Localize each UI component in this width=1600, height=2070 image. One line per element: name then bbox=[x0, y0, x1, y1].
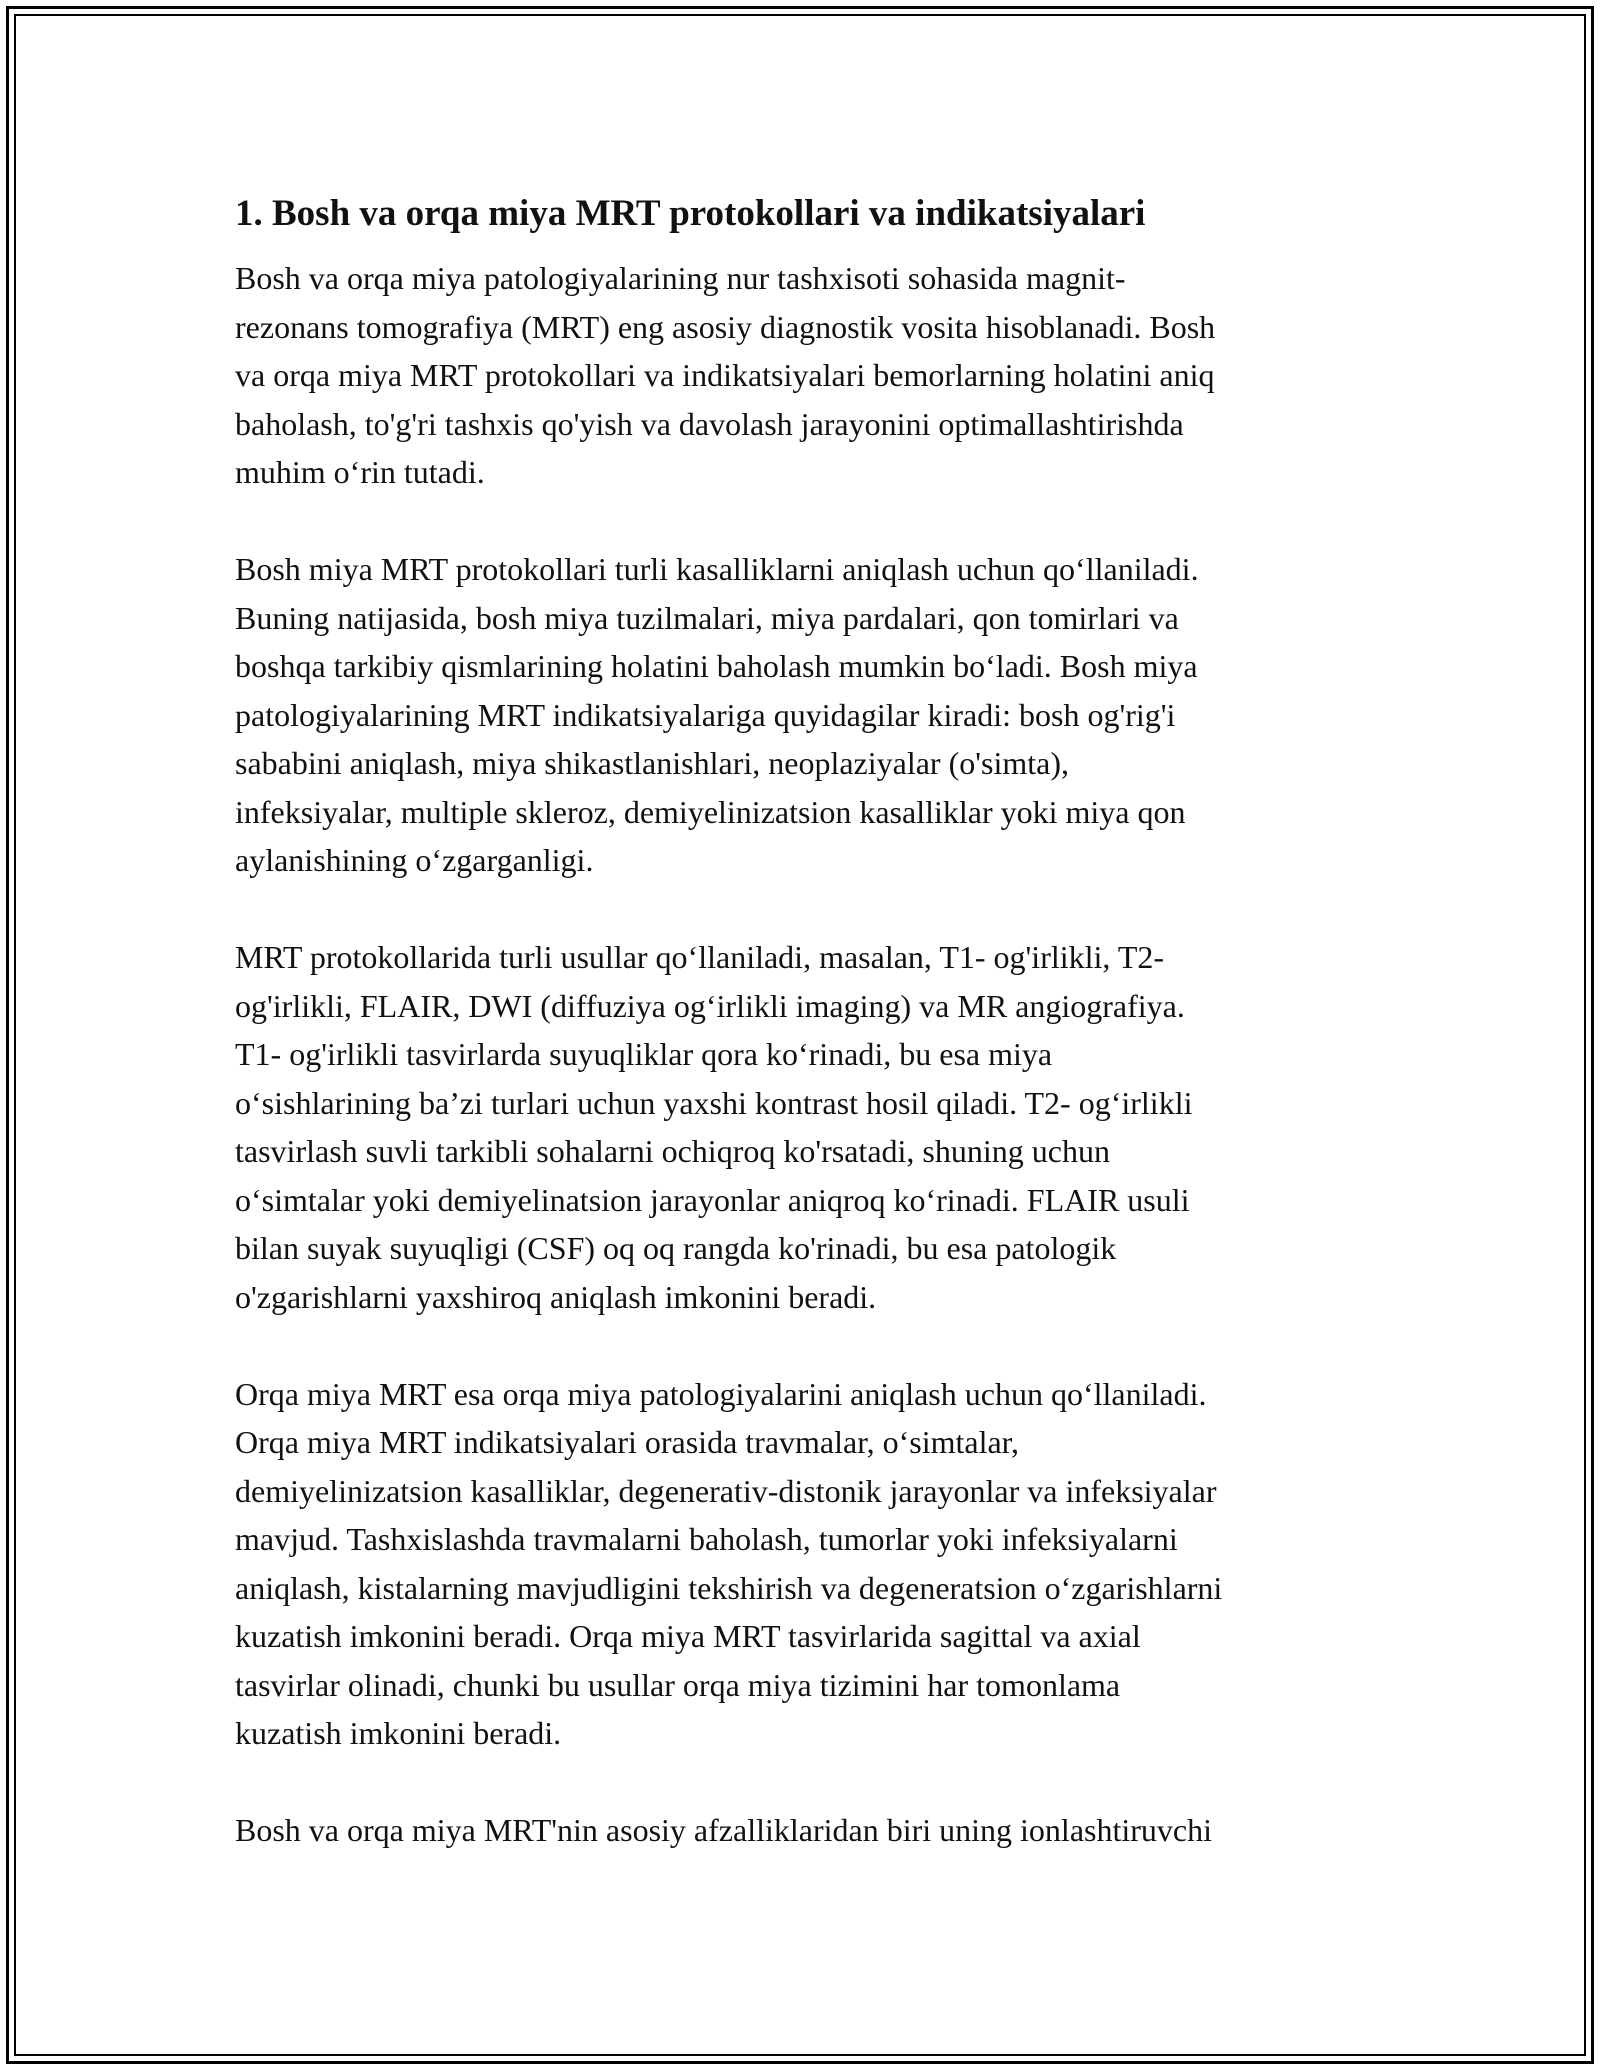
text-line: Orqa miya MRT esa orqa miya patologiyalarini aniqlash uchun qoʻllaniladi. bbox=[235, 1375, 1207, 1412]
text-line: oʻsishlarining baʼzi turlari uchun yaxshi kontrast hosil qiladi. T2- ogʻirlikli bbox=[235, 1084, 1193, 1121]
text-line: infeksiyalar, multiple skleroz, demiyelinizatsion kasalliklar yoki miya qon bbox=[235, 793, 1186, 830]
text-line: tasvirlar olinadi, chunki bu usullar orqa miya tizimini har tomonlama bbox=[235, 1666, 1121, 1703]
text-line: bilan suyak suyuqligi (CSF) oq oq rangda ko'rinadi, bu esa patologik bbox=[235, 1230, 1117, 1266]
text-line: sababini aniqlash, miya shikastlanishlari, neoplaziyalar (o'simta), bbox=[235, 745, 1069, 781]
text-line: Orqa miya MRT indikatsiyalari orasida travmalar, oʻsimtalar, bbox=[235, 1424, 1020, 1460]
text-line: tasvirlash suvli tarkibli sohalarni ochiqroq ko'rsatadi, shuning uchun bbox=[235, 1133, 1110, 1169]
text-line: aniqlash, kistalarning mavjudligini tekshirish va degeneratsion oʻzgarishlarni bbox=[235, 1569, 1223, 1606]
paragraph-spine-mri bbox=[235, 1370, 1375, 1758]
text-line: kuzatish imkonini beradi. bbox=[235, 1715, 562, 1751]
paragraph-intro bbox=[235, 254, 1375, 497]
paragraph-mri-protocols bbox=[235, 933, 1375, 1321]
section-heading: 1. Bosh va orqa miya MRT protokollari va indikatsiyalari bbox=[235, 193, 1146, 234]
text-line: muhim oʻrin tutadi. bbox=[235, 454, 485, 490]
document-body bbox=[235, 186, 1375, 1855]
text-line: MRT protokollarida turli usullar qoʻllaniladi, masalan, T1- og'irlikli, T2- bbox=[235, 939, 1165, 975]
text-line: patologiyalarining MRT indikatsiyalariga quyidagilar kiradi: bosh og'rig'i bbox=[235, 696, 1176, 733]
text-line: va orqa miya MRT protokollari va indikatsiyalari bemorlarning holatini aniq bbox=[235, 357, 1215, 393]
text-line: aylanishining oʻzgarganligi. bbox=[235, 842, 594, 878]
text-line: Bosh va orqa miya MRT'nin asosiy afzalliklaridan biri uning ionlashtiruvchi bbox=[235, 1812, 1212, 1848]
text-line: rezonans tomografiya (MRT) eng asosiy diagnostik vosita hisoblanadi. Bosh bbox=[235, 308, 1216, 345]
text-line: boshqa tarkibiy qismlarining holatini baholash mumkin boʻladi. Bosh miya bbox=[235, 648, 1198, 684]
text-line: Bosh miya MRT protokollari turli kasalliklarni aniqlash uchun qoʻllaniladi. bbox=[235, 551, 1199, 587]
paragraph-brain-mri bbox=[235, 545, 1375, 885]
text-line: Buning natijasida, bosh miya tuzilmalari, miya pardalari, qon tomirlari va bbox=[235, 599, 1179, 636]
text-line: og'irlikli, FLAIR, DWI (diffuziya ogʻirlikli imaging) va MR angiografiya. bbox=[235, 987, 1185, 1024]
text-line: mavjud. Tashxislashda travmalarni baholash, tumorlar yoki infeksiyalarni bbox=[235, 1521, 1178, 1557]
text-line: kuzatish imkonini beradi. Orqa miya MRT tasvirlarida sagittal va axial bbox=[235, 1618, 1141, 1654]
text-line: baholash, to'g'ri tashxis qo'yish va davolash jarayonini optimallashtirishda bbox=[235, 405, 1184, 442]
text-line: o'zgarishlarni yaxshiroq aniqlash imkonini beradi. bbox=[235, 1278, 877, 1315]
text-line: T1- og'irlikli tasvirlarda suyuqliklar qora koʻrinadi, bu esa miya bbox=[235, 1036, 1053, 1072]
text-line: oʻsimtalar yoki demiyelinatsion jarayonlar aniqroq koʻrinadi. FLAIR usuli bbox=[235, 1181, 1190, 1218]
text-line: Bosh va orqa miya patologiyalarining nur tashxisoti sohasida magnit- bbox=[235, 260, 1126, 296]
paragraph-advantages bbox=[235, 1806, 1375, 1855]
text-line: demiyelinizatsion kasalliklar, degenerativ-distonik jarayonlar va infeksiyalar bbox=[235, 1472, 1217, 1509]
